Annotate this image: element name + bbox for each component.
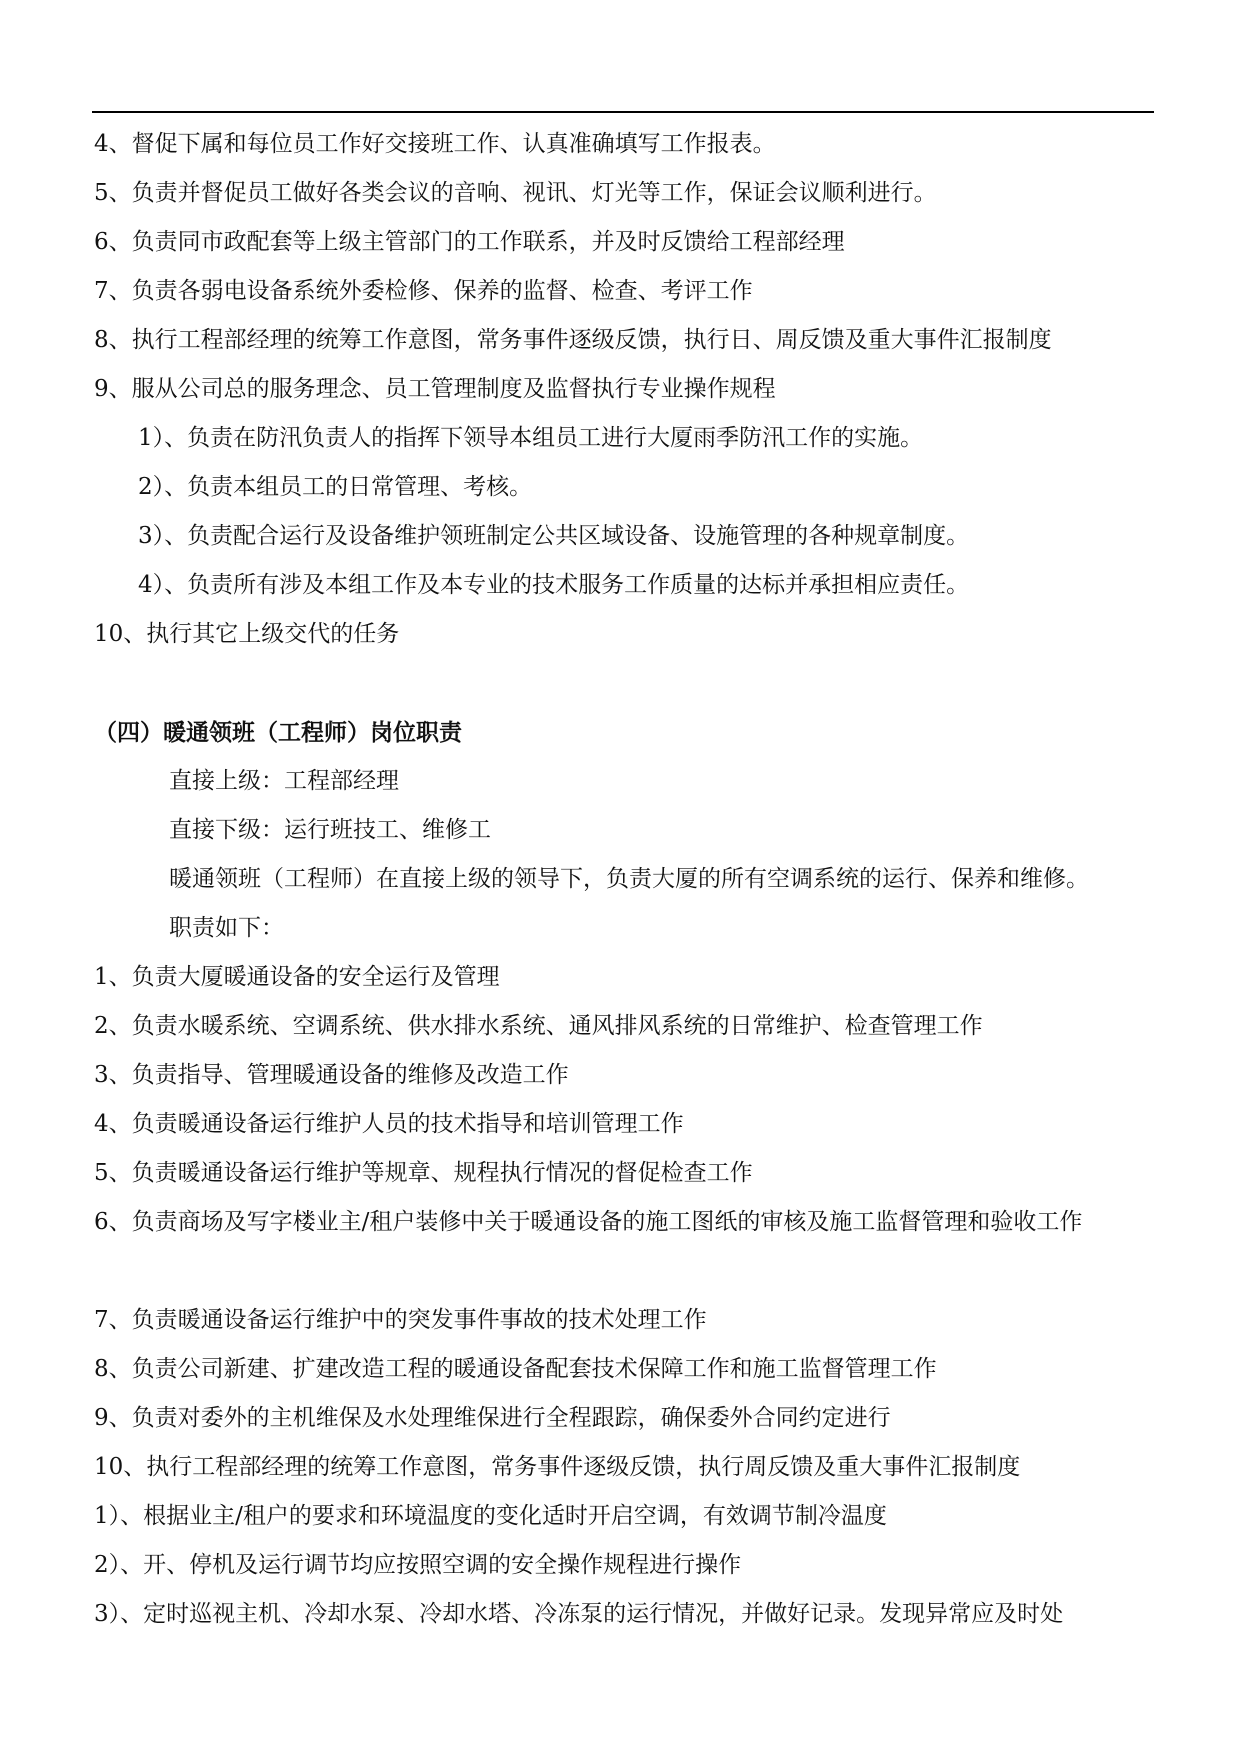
list-item: 10、执行其它上级交代的任务 xyxy=(94,621,400,647)
list-item: 2、负责水暖系统、空调系统、供水排水系统、通风排风系统的日常维护、检查管理工作 xyxy=(94,1013,983,1039)
sub-list-item: 3）、定时巡视主机、冷却水泵、冷却水塔、冷冻泵的运行情况，并做好记录。发现异常应及时处 xyxy=(94,1601,1064,1627)
list-item: 8、执行工程部经理的统筹工作意图，常务事件逐级反馈，执行日、周反馈及重大事件汇报制度 xyxy=(94,327,1052,353)
sub-list-item: 2）、负责本组员工的日常管理、考核。 xyxy=(138,474,533,500)
list-item: 3、负责指导、管理暖通设备的维修及改造工作 xyxy=(94,1062,569,1088)
document-body xyxy=(94,120,1164,1639)
direct-subordinate: 直接下级：运行班技工、维修工 xyxy=(169,817,491,843)
list-item: 4、负责暖通设备运行维护人员的技术指导和培训管理工作 xyxy=(94,1111,684,1137)
sub-list-item: 4）、负责所有涉及本组工作及本专业的技术服务工作质量的达标并承担相应责任。 xyxy=(138,572,970,598)
list-item: 8、负责公司新建、扩建改造工程的暖通设备配套技术保障工作和施工监督管理工作 xyxy=(94,1356,937,1382)
list-item: 7、负责暖通设备运行维护中的突发事件事故的技术处理工作 xyxy=(94,1307,707,1333)
list-item: 9、服从公司总的服务理念、员工管理制度及监督执行专业操作规程 xyxy=(94,376,776,402)
list-item: 9、负责对委外的主机维保及水处理维保进行全程跟踪，确保委外合同约定进行 xyxy=(94,1405,891,1431)
list-item: 4、督促下属和每位员工作好交接班工作、认真准确填写工作报表。 xyxy=(94,131,776,157)
list-item: 5、负责并督促员工做好各类会议的音响、视讯、灯光等工作，保证会议顺利进行。 xyxy=(94,180,937,206)
list-item: 7、负责各弱电设备系统外委检修、保养的监督、检查、考评工作 xyxy=(94,278,753,304)
sub-list-item: 1）、根据业主/租户的要求和环境温度的变化适时开启空调，有效调节制冷温度 xyxy=(94,1503,887,1529)
section-gap xyxy=(94,659,1164,708)
duties-label: 职责如下： xyxy=(169,915,284,941)
section-title: （四）暖通领班（工程师）岗位职责 xyxy=(94,719,462,746)
sub-list-item: 3）、负责配合运行及设备维护领班制定公共区域设备、设施管理的各种规章制度。 xyxy=(138,523,970,549)
list-item: 6、负责同市政配套等上级主管部门的工作联系，并及时反馈给工程部经理 xyxy=(94,229,845,255)
header-rule xyxy=(92,111,1154,113)
role-intro: 暖通领班（工程师）在直接上级的领导下，负责大厦的所有空调系统的运行、保养和维修。 xyxy=(169,866,1089,892)
list-item: 10、执行工程部经理的统筹工作意图，常务事件逐级反馈，执行周反馈及重大事件汇报制度 xyxy=(94,1454,1021,1480)
list-item: 1、负责大厦暖通设备的安全运行及管理 xyxy=(94,964,500,990)
list-item: 6、负责商场及写字楼业主/租户装修中关于暖通设备的施工图纸的审核及施工监督管理和验收工作 xyxy=(94,1209,1083,1235)
direct-superior: 直接上级：工程部经理 xyxy=(169,768,399,794)
sub-list-item: 2）、开、停机及运行调节均应按照空调的安全操作规程进行操作 xyxy=(94,1552,742,1578)
sub-list-item: 1）、负责在防汛负责人的指挥下领导本组员工进行大厦雨季防汛工作的实施。 xyxy=(138,425,924,451)
list-item: 5、负责暖通设备运行维护等规章、规程执行情况的督促检查工作 xyxy=(94,1160,753,1186)
